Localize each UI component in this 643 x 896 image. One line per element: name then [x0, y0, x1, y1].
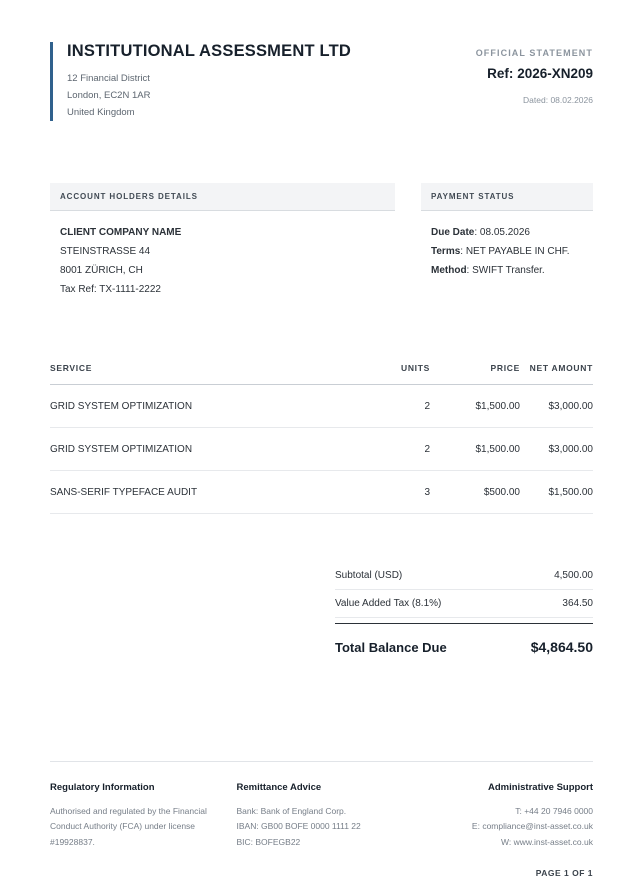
document-meta: [476, 42, 593, 105]
footer-regulatory-line-1: Authorised and regulated by the Financial: [50, 805, 207, 816]
subtotal-value: 4,500.00: [554, 570, 593, 581]
row-units: 2: [350, 385, 430, 428]
terms-label: Terms: [431, 246, 461, 257]
tax-label: Value Added Tax (8.1%): [335, 598, 442, 609]
payment-status-panel: [421, 183, 593, 299]
account-holder-panel: [50, 183, 395, 299]
grand-total-row: [335, 623, 593, 655]
footer-support-email: E: compliance@inst-asset.co.uk: [471, 821, 593, 831]
account-holder-panel-body: [50, 211, 395, 299]
column-header-price: PRICE: [430, 363, 520, 385]
client-name: CLIENT COMPANY NAME: [60, 227, 182, 238]
footer-remittance-bic: BIC: BOFEGB22: [236, 836, 301, 847]
row-service: GRID SYSTEM OPTIMIZATION: [50, 385, 350, 428]
issuer-address-line-1: 12 Financial District: [67, 73, 150, 84]
totals-block: [335, 562, 593, 655]
table-row: [50, 471, 593, 514]
column-header-service: SERVICE: [50, 363, 350, 385]
terms-value: : NET PAYABLE IN CHF.: [460, 246, 570, 257]
footer-columns: [50, 782, 593, 851]
details-panels: [50, 183, 593, 299]
row-price: $1,500.00: [430, 385, 520, 428]
subtotal-row: [335, 562, 593, 590]
due-date-label: Due Date: [431, 227, 475, 238]
document-footer: [50, 761, 593, 879]
row-price: $500.00: [430, 471, 520, 514]
footer-divider: [50, 761, 593, 762]
due-date-value: : 08.05.2026: [474, 227, 530, 238]
footer-regulatory-heading: Regulatory Information: [50, 781, 155, 793]
method-row: [431, 261, 583, 280]
method-label: Method: [431, 265, 467, 276]
client-address-line-2: 8001 ZÜRICH, CH: [60, 265, 143, 276]
footer-remittance-iban: IBAN: GB00 BOFE 0000 1111 22: [236, 821, 361, 831]
row-amount: $3,000.00: [520, 385, 593, 428]
column-header-net-amount: NET AMOUNT: [520, 363, 593, 385]
column-header-units: UNITS: [350, 363, 430, 385]
dated-label: Dated: 08.02.2026: [523, 95, 593, 105]
due-date-row: [431, 223, 583, 242]
footer-remittance-heading: Remittance Advice: [236, 781, 322, 793]
row-units: 2: [350, 428, 430, 471]
client-address-line-1: STEINSTRASSE 44: [60, 246, 151, 257]
line-items-table: [50, 363, 593, 514]
page-number: PAGE 1 OF 1: [535, 868, 593, 878]
table-header-row: [50, 363, 593, 385]
footer-support-website: W: www.inst-asset.co.uk: [501, 836, 593, 847]
payment-status-panel-body: [421, 211, 593, 280]
document-header: [50, 0, 593, 121]
issuer-address-line-2: London, EC2N 1AR: [67, 90, 151, 101]
footer-regulatory-line-2: Conduct Authority (FCA) under license: [50, 821, 196, 831]
terms-row: [431, 242, 583, 261]
reference-value: 2026-XN209: [517, 66, 593, 81]
payment-status-panel-title: PAYMENT STATUS: [421, 183, 593, 211]
reference-line: [476, 66, 593, 81]
grand-total-value: $4,864.50: [530, 639, 593, 655]
row-service: GRID SYSTEM OPTIMIZATION: [50, 428, 350, 471]
footer-regulatory-line-3: #19928837.: [50, 836, 95, 847]
row-units: 3: [350, 471, 430, 514]
account-holder-panel-title: ACCOUNT HOLDERS DETAILS: [50, 183, 395, 211]
footer-support-phone: T: +44 20 7946 0000: [515, 805, 593, 816]
issuer-name: INSTITUTIONAL ASSESSMENT LTD: [67, 42, 351, 60]
row-amount: $3,000.00: [520, 428, 593, 471]
footer-support: [423, 782, 593, 851]
footer-support-heading: Administrative Support: [487, 781, 593, 793]
table-row: [50, 428, 593, 471]
issuer-address-line-3: United Kingdom: [67, 107, 135, 118]
official-statement-label: OFFICIAL STATEMENT: [475, 48, 593, 58]
row-price: $1,500.00: [430, 428, 520, 471]
tax-value: 364.50: [562, 598, 593, 609]
subtotal-label: Subtotal (USD): [335, 570, 403, 581]
footer-remittance: [237, 782, 417, 851]
client-tax-ref: Tax Ref: TX-1111-2222: [60, 284, 161, 295]
reference-label: Ref:: [487, 66, 514, 81]
issuer-block: [50, 42, 351, 121]
method-value: : SWIFT Transfer.: [466, 265, 545, 276]
footer-remittance-bank: Bank: Bank of England Corp.: [236, 805, 347, 816]
row-service: SANS-SERIF TYPEFACE AUDIT: [50, 471, 350, 514]
footer-regulatory: [50, 782, 230, 851]
grand-total-label: Total Balance Due: [335, 640, 447, 655]
row-amount: $1,500.00: [520, 471, 593, 514]
tax-row: [335, 590, 593, 618]
table-row: [50, 385, 593, 428]
